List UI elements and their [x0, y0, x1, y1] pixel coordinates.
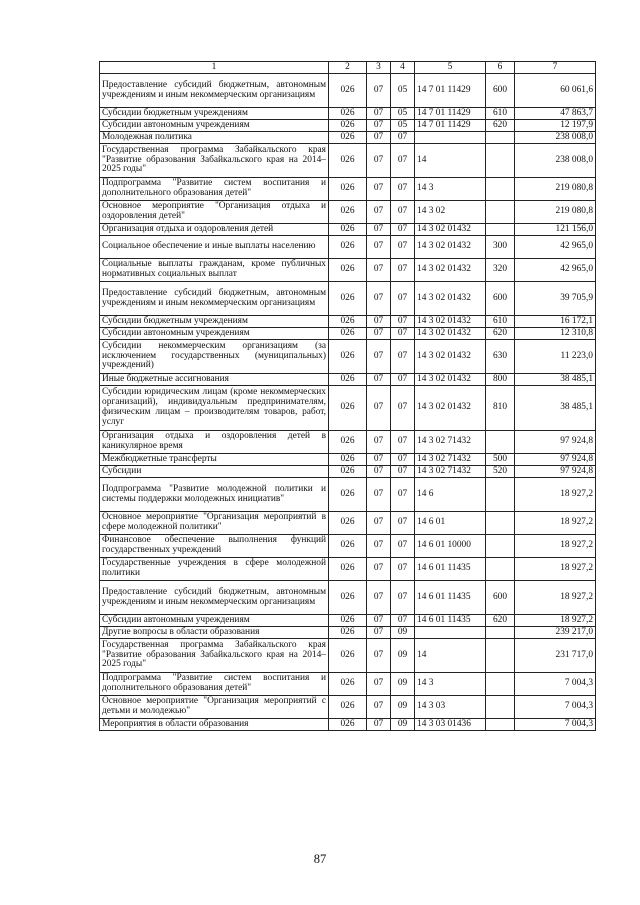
- cell-expense-type: 300: [486, 236, 515, 259]
- cell-subsection: 07: [391, 386, 415, 431]
- table-row: [100, 615, 596, 627]
- cell-section: 07: [367, 466, 391, 478]
- table-row: [100, 144, 596, 178]
- cell-ministry-code: 026: [329, 639, 367, 673]
- cell-ministry-code: 026: [329, 673, 367, 696]
- col-header: 1: [100, 62, 329, 74]
- cell-subsection: 07: [391, 178, 415, 201]
- cell-ministry-code: 026: [329, 374, 367, 386]
- cell-expense-type: [486, 719, 515, 731]
- table-row: [100, 132, 596, 144]
- cell-expense-type: [486, 639, 515, 673]
- cell-target-article: 14 3 03 01436: [415, 719, 486, 731]
- cell-ministry-code: 026: [329, 316, 367, 328]
- cell-name: Мероприятия в области образования: [100, 719, 329, 731]
- cell-ministry-code: 026: [329, 74, 367, 108]
- page-number: 87: [313, 852, 327, 866]
- cell-section: 07: [367, 120, 391, 132]
- cell-name: Другие вопросы в области образования: [100, 627, 329, 639]
- cell-target-article: 14 3 02 71432: [415, 466, 486, 478]
- cell-section: 07: [367, 615, 391, 627]
- cell-target-article: 14 3: [415, 673, 486, 696]
- cell-target-article: 14 6 01 11435: [415, 615, 486, 627]
- table-row: [100, 259, 596, 282]
- cell-ministry-code: 026: [329, 259, 367, 282]
- budget-table: [99, 61, 596, 731]
- cell-target-article: 14 3 02: [415, 201, 486, 224]
- cell-expense-type: [486, 224, 515, 236]
- cell-ministry-code: 026: [329, 108, 367, 120]
- cell-expense-type: [486, 431, 515, 454]
- cell-ministry-code: 026: [329, 454, 367, 466]
- cell-amount: 12 310,8: [515, 328, 596, 340]
- cell-amount: 238 008,0: [515, 132, 596, 144]
- cell-name: Подпрограмма "Развитие молодежной политики и системы поддержки молодежных инициатив": [100, 478, 329, 512]
- cell-ministry-code: 026: [329, 558, 367, 581]
- cell-subsection: 07: [391, 224, 415, 236]
- cell-subsection: 07: [391, 431, 415, 454]
- table-row: [100, 108, 596, 120]
- col-header: 6: [486, 62, 515, 74]
- cell-section: 07: [367, 316, 391, 328]
- cell-ministry-code: 026: [329, 144, 367, 178]
- cell-section: 07: [367, 386, 391, 431]
- cell-name: Предоставление субсидий бюджетным, автономным учреждениям и иным некоммерческим организациям: [100, 282, 329, 316]
- cell-subsection: 07: [391, 340, 415, 374]
- cell-expense-type: [486, 178, 515, 201]
- cell-target-article: 14 6: [415, 478, 486, 512]
- cell-section: 07: [367, 478, 391, 512]
- cell-amount: 42 965,0: [515, 236, 596, 259]
- cell-amount: 38 485,1: [515, 386, 596, 431]
- cell-subsection: 09: [391, 696, 415, 719]
- cell-ministry-code: 026: [329, 627, 367, 639]
- cell-expense-type: [486, 512, 515, 535]
- cell-name: Социальное обеспечение и иные выплаты населению: [100, 236, 329, 259]
- cell-amount: 18 927,2: [515, 615, 596, 627]
- cell-amount: 18 927,2: [515, 581, 596, 615]
- cell-ministry-code: 026: [329, 431, 367, 454]
- cell-ministry-code: 026: [329, 512, 367, 535]
- table-row: [100, 74, 596, 108]
- cell-target-article: [415, 627, 486, 639]
- cell-section: 07: [367, 108, 391, 120]
- cell-name: Подпрограмма "Развитие систем воспитания и дополнительного образования детей": [100, 673, 329, 696]
- cell-section: 07: [367, 558, 391, 581]
- cell-section: 07: [367, 719, 391, 731]
- table-row: [100, 224, 596, 236]
- cell-amount: 239 217,0: [515, 627, 596, 639]
- cell-section: 07: [367, 454, 391, 466]
- cell-subsection: 05: [391, 74, 415, 108]
- cell-section: 07: [367, 431, 391, 454]
- cell-name: Молодежная политика: [100, 132, 329, 144]
- table-row: [100, 478, 596, 512]
- cell-target-article: [415, 132, 486, 144]
- cell-expense-type: [486, 696, 515, 719]
- table-row: [100, 282, 596, 316]
- col-header: 3: [367, 62, 391, 74]
- cell-ministry-code: 026: [329, 282, 367, 316]
- cell-section: 07: [367, 144, 391, 178]
- table-row: [100, 201, 596, 224]
- cell-target-article: 14 3 02 01432: [415, 316, 486, 328]
- cell-section: 07: [367, 581, 391, 615]
- cell-name: Предоставление субсидий бюджетным, автономным учреждениям и иным некоммерческим организациям: [100, 581, 329, 615]
- cell-section: 07: [367, 340, 391, 374]
- cell-amount: 7 004,3: [515, 696, 596, 719]
- cell-name: Субсидии: [100, 466, 329, 478]
- cell-name: Субсидии бюджетным учреждениям: [100, 316, 329, 328]
- cell-amount: 231 717,0: [515, 639, 596, 673]
- table-row: [100, 340, 596, 374]
- table-row: [100, 120, 596, 132]
- cell-amount: 60 061,6: [515, 74, 596, 108]
- cell-subsection: 07: [391, 144, 415, 178]
- cell-amount: 11 223,0: [515, 340, 596, 374]
- cell-name: Субсидии бюджетным учреждениям: [100, 108, 329, 120]
- cell-target-article: 14 7 01 11429: [415, 108, 486, 120]
- cell-subsection: 09: [391, 639, 415, 673]
- cell-amount: 18 927,2: [515, 558, 596, 581]
- cell-name: Основное мероприятие "Организация мероприятий в сфере молодежной политики": [100, 512, 329, 535]
- cell-target-article: 14 7 01 11429: [415, 74, 486, 108]
- cell-amount: 42 965,0: [515, 259, 596, 282]
- table-row: [100, 328, 596, 340]
- cell-section: 07: [367, 512, 391, 535]
- cell-section: 07: [367, 224, 391, 236]
- cell-amount: 12 197,9: [515, 120, 596, 132]
- cell-name: Основное мероприятие "Организация отдыха и оздоровления детей": [100, 201, 329, 224]
- cell-expense-type: 600: [486, 282, 515, 316]
- cell-target-article: 14 6 01 11435: [415, 558, 486, 581]
- cell-subsection: 09: [391, 719, 415, 731]
- table-row: [100, 639, 596, 673]
- cell-name: Субсидии некоммерческим организациям (за исключением государственных (муниципальных) учреждений): [100, 340, 329, 374]
- cell-subsection: 09: [391, 673, 415, 696]
- cell-subsection: 07: [391, 466, 415, 478]
- cell-subsection: 07: [391, 512, 415, 535]
- table-row: [100, 466, 596, 478]
- cell-expense-type: 600: [486, 74, 515, 108]
- cell-amount: 7 004,3: [515, 719, 596, 731]
- cell-subsection: 07: [391, 535, 415, 558]
- table-row: [100, 512, 596, 535]
- cell-expense-type: 610: [486, 316, 515, 328]
- cell-expense-type: 630: [486, 340, 515, 374]
- cell-subsection: 07: [391, 328, 415, 340]
- cell-expense-type: [486, 132, 515, 144]
- header-row: [100, 62, 596, 74]
- cell-section: 07: [367, 132, 391, 144]
- cell-target-article: 14 3 02 71432: [415, 454, 486, 466]
- cell-subsection: 05: [391, 120, 415, 132]
- table-row: [100, 431, 596, 454]
- cell-target-article: 14 3 02 01432: [415, 340, 486, 374]
- cell-name: Основное мероприятие "Организация мероприятий с детьми и молодежью": [100, 696, 329, 719]
- cell-target-article: 14 3 02 01432: [415, 374, 486, 386]
- cell-name: Субсидии юридическим лицам (кроме некоммерческих организаций), индивидуальным предпринимателям, физическим лицам – производителям товаров, работ, услуг: [100, 386, 329, 431]
- cell-target-article: 14 3 02 71432: [415, 431, 486, 454]
- cell-ministry-code: 026: [329, 386, 367, 431]
- cell-target-article: 14 7 01 11429: [415, 120, 486, 132]
- cell-subsection: 05: [391, 108, 415, 120]
- cell-target-article: 14 6 01 11435: [415, 581, 486, 615]
- cell-expense-type: [486, 627, 515, 639]
- cell-amount: 219 080,8: [515, 178, 596, 201]
- cell-name: Межбюджетные трансферты: [100, 454, 329, 466]
- cell-name: Иные бюджетные ассигнования: [100, 374, 329, 386]
- cell-amount: 18 927,2: [515, 478, 596, 512]
- cell-subsection: 07: [391, 132, 415, 144]
- cell-expense-type: 320: [486, 259, 515, 282]
- cell-ministry-code: 026: [329, 224, 367, 236]
- cell-name: Субсидии автономным учреждениям: [100, 328, 329, 340]
- table-row: [100, 236, 596, 259]
- cell-ministry-code: 026: [329, 466, 367, 478]
- col-header: 5: [415, 62, 486, 74]
- cell-target-article: 14: [415, 639, 486, 673]
- cell-target-article: 14 3 02 01432: [415, 386, 486, 431]
- table-row: [100, 535, 596, 558]
- cell-subsection: 07: [391, 558, 415, 581]
- cell-section: 07: [367, 178, 391, 201]
- cell-section: 07: [367, 374, 391, 386]
- cell-amount: 18 927,2: [515, 512, 596, 535]
- cell-expense-type: 810: [486, 386, 515, 431]
- cell-amount: 16 172,1: [515, 316, 596, 328]
- cell-name: Государственные учреждения в сфере молодежной политики: [100, 558, 329, 581]
- cell-name: Субсидии автономным учреждениям: [100, 615, 329, 627]
- cell-target-article: 14 3 02 01432: [415, 236, 486, 259]
- cell-subsection: 07: [391, 615, 415, 627]
- table-row: [100, 719, 596, 731]
- table-row: [100, 374, 596, 386]
- table-row: [100, 386, 596, 431]
- cell-ministry-code: 026: [329, 132, 367, 144]
- cell-amount: 38 485,1: [515, 374, 596, 386]
- cell-ministry-code: 026: [329, 340, 367, 374]
- table-row: [100, 627, 596, 639]
- cell-amount: 39 705,9: [515, 282, 596, 316]
- cell-subsection: 07: [391, 201, 415, 224]
- cell-subsection: 07: [391, 374, 415, 386]
- cell-section: 07: [367, 627, 391, 639]
- cell-target-article: 14 3 02 01432: [415, 282, 486, 316]
- cell-ministry-code: 026: [329, 120, 367, 132]
- cell-subsection: 07: [391, 259, 415, 282]
- cell-name: Государственная программа Забайкальского края "Развитие образования Забайкальского края на 2014–2025 годы": [100, 639, 329, 673]
- col-header: 4: [391, 62, 415, 74]
- table-row: [100, 696, 596, 719]
- cell-target-article: 14 3 02 01432: [415, 224, 486, 236]
- cell-ministry-code: 026: [329, 201, 367, 224]
- cell-amount: 18 927,2: [515, 535, 596, 558]
- cell-name: Подпрограмма "Развитие систем воспитания и дополнительного образования детей": [100, 178, 329, 201]
- cell-ministry-code: 026: [329, 719, 367, 731]
- cell-subsection: 07: [391, 581, 415, 615]
- cell-name: Социальные выплаты гражданам, кроме публичных нормативных социальных выплат: [100, 259, 329, 282]
- cell-name: Организация отдыха и оздоровления детей в каникулярное время: [100, 431, 329, 454]
- cell-expense-type: 600: [486, 581, 515, 615]
- budget-table-container: [99, 61, 595, 731]
- cell-expense-type: [486, 201, 515, 224]
- col-header: 2: [329, 62, 367, 74]
- cell-ministry-code: 026: [329, 615, 367, 627]
- cell-name: Организация отдыха и оздоровления детей: [100, 224, 329, 236]
- cell-section: 07: [367, 201, 391, 224]
- cell-section: 07: [367, 259, 391, 282]
- cell-amount: 97 924,8: [515, 454, 596, 466]
- cell-ministry-code: 026: [329, 478, 367, 512]
- cell-section: 07: [367, 74, 391, 108]
- cell-section: 07: [367, 328, 391, 340]
- cell-target-article: 14 3 02 01432: [415, 259, 486, 282]
- cell-subsection: 07: [391, 236, 415, 259]
- cell-expense-type: [486, 535, 515, 558]
- cell-section: 07: [367, 673, 391, 696]
- cell-target-article: 14 3 02 01432: [415, 328, 486, 340]
- cell-amount: 47 863,7: [515, 108, 596, 120]
- table-row: [100, 673, 596, 696]
- cell-target-article: 14 3 03: [415, 696, 486, 719]
- cell-name: Предоставление субсидий бюджетным, автономным учреждениям и иным некоммерческим организациям: [100, 74, 329, 108]
- cell-ministry-code: 026: [329, 535, 367, 558]
- table-row: [100, 581, 596, 615]
- cell-subsection: 07: [391, 454, 415, 466]
- col-header: 7: [515, 62, 596, 74]
- cell-expense-type: [486, 478, 515, 512]
- cell-section: 07: [367, 535, 391, 558]
- cell-ministry-code: 026: [329, 581, 367, 615]
- cell-subsection: 07: [391, 316, 415, 328]
- cell-expense-type: 620: [486, 615, 515, 627]
- cell-subsection: 07: [391, 478, 415, 512]
- cell-ministry-code: 026: [329, 696, 367, 719]
- cell-section: 07: [367, 236, 391, 259]
- cell-amount: 121 156,0: [515, 224, 596, 236]
- cell-expense-type: 620: [486, 328, 515, 340]
- cell-expense-type: 500: [486, 454, 515, 466]
- table-row: [100, 178, 596, 201]
- cell-amount: 219 080,8: [515, 201, 596, 224]
- cell-amount: 97 924,8: [515, 466, 596, 478]
- cell-section: 07: [367, 282, 391, 316]
- cell-amount: 238 008,0: [515, 144, 596, 178]
- cell-amount: 97 924,8: [515, 431, 596, 454]
- cell-name: Финансовое обеспечение выполнения функций государственных учреждений: [100, 535, 329, 558]
- table-row: [100, 454, 596, 466]
- cell-expense-type: [486, 144, 515, 178]
- cell-expense-type: [486, 558, 515, 581]
- cell-expense-type: 520: [486, 466, 515, 478]
- cell-subsection: 09: [391, 627, 415, 639]
- cell-subsection: 07: [391, 282, 415, 316]
- cell-amount: 7 004,3: [515, 673, 596, 696]
- cell-ministry-code: 026: [329, 236, 367, 259]
- cell-target-article: 14 6 01 10000: [415, 535, 486, 558]
- cell-name: Государственная программа Забайкальского края "Развитие образования Забайкальского края на 2014–2025 годы": [100, 144, 329, 178]
- cell-ministry-code: 026: [329, 328, 367, 340]
- cell-name: Субсидии автономным учреждениям: [100, 120, 329, 132]
- cell-target-article: 14 6 01: [415, 512, 486, 535]
- cell-expense-type: 620: [486, 120, 515, 132]
- cell-section: 07: [367, 696, 391, 719]
- cell-expense-type: 610: [486, 108, 515, 120]
- cell-expense-type: [486, 673, 515, 696]
- cell-section: 07: [367, 639, 391, 673]
- cell-target-article: 14 3: [415, 178, 486, 201]
- cell-ministry-code: 026: [329, 178, 367, 201]
- cell-target-article: 14: [415, 144, 486, 178]
- table-row: [100, 316, 596, 328]
- table-row: [100, 558, 596, 581]
- cell-expense-type: 800: [486, 374, 515, 386]
